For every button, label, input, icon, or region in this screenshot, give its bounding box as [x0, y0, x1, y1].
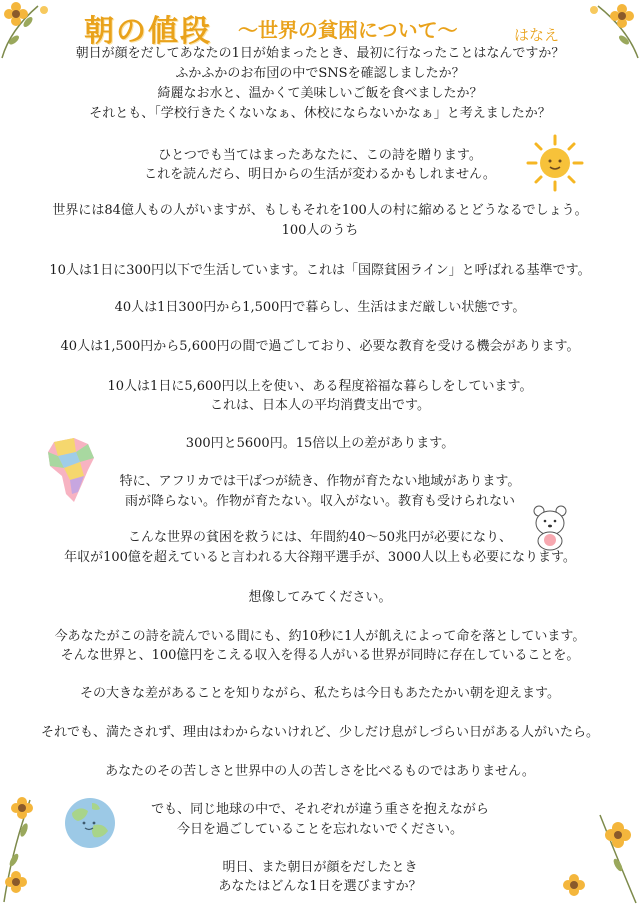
poem-line: 40人は1,500円から5,600円の間で過ごしており、必要な教育を受ける機会があります。	[60, 339, 580, 354]
poem-line: 今あなたがこの詩を読んでいる間にも、約10秒に1人が飢えによって命を落としています。	[54, 629, 586, 644]
poem-line: あなたのその苦しさと世界中の人の苦しさを比べるものではありません。	[105, 764, 535, 779]
flower-corner-icon	[0, 790, 60, 905]
flower-corner-icon	[578, 0, 640, 60]
poem-line: 10人は1日に300円以下で生活しています。これは「国際貧困ライン」と呼ばれる基準です。	[49, 263, 591, 278]
poem-line: 年収が100億を超えていると言われる大谷翔平選手が、3000人以上も必要になります。	[64, 550, 576, 565]
bear-icon	[530, 503, 570, 551]
poem-line: そんな世界と、100億円をこえる収入を得る人がいる世界が同時に存在していることを。	[60, 648, 580, 663]
author-name: はなえ	[514, 26, 560, 44]
title-block	[0, 6, 640, 49]
page-title: 朝の値段	[84, 14, 212, 49]
poem-line: 100人のうち	[281, 223, 359, 238]
poem-line: 10人は1日に5,600円以上を使い、ある程度裕福な暮らしをしています。	[107, 379, 533, 394]
page-subtitle: 〜世界の貧困について〜	[238, 18, 458, 42]
poem-line: 40人は1日300円から1,500円で暮らし、生活はまだ厳しい状態です。	[114, 300, 526, 315]
poem-line: 300円と5600円。15倍以上の差があります。	[185, 436, 455, 451]
poem-line: それとも、「学校行きたくないなぁ、休校にならないかなぁ」と考えましたか？	[89, 106, 551, 121]
sun-icon	[525, 133, 585, 193]
poem-line: 特に、アフリカでは干ばつが続き、作物が育たない地域があります。	[119, 474, 521, 489]
poem-line: それでも、満たされず、理由はわからないけれど、少しだけ息がしづらい日がある人がいたら。	[41, 725, 599, 740]
poem-line: ひとつでも当てはまったあなたに、この詩を贈ります。	[158, 148, 482, 163]
poem-line: これは、日本人の平均消費支出です。	[210, 398, 430, 413]
poem-line: 世界には84億人もの人がいますが、もしもそれを100人の村に縮めるとどうなるでしょう。	[52, 203, 588, 218]
poem-line: こんな世界の貧困を救うには、年間約40〜50兆円が必要になり、	[127, 530, 513, 545]
poem-line: 雨が降らない。作物が育たない。収入がない。教育も受けられない	[124, 494, 515, 509]
poem-line: あなたはどんな1日を選びますか？	[218, 879, 422, 894]
poem-line: 想像してみてください。	[248, 590, 392, 605]
africa-map-icon	[44, 436, 100, 506]
poem-line: その大きな差があることを知りながら、私たちは今日もあたたかい朝を迎えます。	[80, 686, 560, 701]
earth-icon	[62, 795, 118, 851]
poem-line: でも、同じ地球の中で、それぞれが違う重さを抱えながら	[151, 802, 489, 817]
poem-line: 今日を過ごしていることを忘れないでください。	[176, 822, 463, 837]
poem-line: 綺麗なお水と、温かくて美味しいご飯を食べましたか？	[157, 86, 483, 101]
poem-line: これを読んだら、明日からの生活が変わるかもしれません。	[144, 167, 496, 182]
poem-line: 明日、また朝日が顔をだしたとき	[222, 860, 418, 875]
poem-line: ふかふかのお布団の中でSNSを確認しましたか？	[175, 66, 465, 81]
poem-line: 朝日が顔をだしてあなたの1日が始まったとき、最初に行なったことはなんですか？	[75, 46, 565, 61]
flower-corner-icon	[0, 0, 60, 60]
flower-corner-icon	[560, 805, 640, 905]
